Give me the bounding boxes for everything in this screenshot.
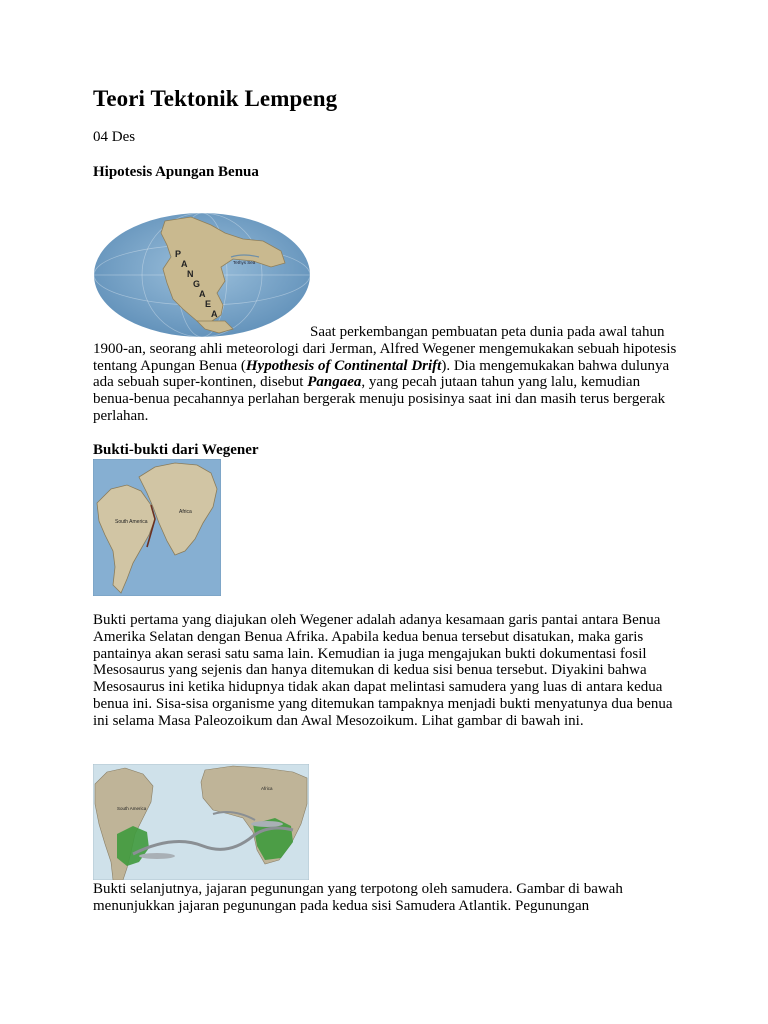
section-heading-hipotesis: Hipotesis Apungan Benua — [93, 164, 259, 180]
mesosaurus-africa-icon — [251, 821, 283, 827]
fossil-africa-label: Africa — [261, 786, 273, 791]
continent-fit-map-image — [93, 459, 221, 596]
pangaea-map-image — [93, 211, 311, 339]
map-letter: N — [187, 269, 194, 279]
south-america-label: South America — [115, 519, 148, 525]
map-letter: G — [193, 279, 201, 289]
map-letter: P — [175, 249, 182, 259]
mesosaurus-fossil-map-image — [93, 764, 309, 880]
tethys-label: Tethys Sea — [233, 260, 256, 265]
paragraph-bukti-selanjutnya: Bukti selanjutnya, jajaran pegunungan yang terpotong oleh samudera. Gambar di bawah menunjukkan jajaran pegunungan pada kedua sisi Samudera Atlantik. Pegunungan — [93, 881, 623, 914]
paragraph-hipotesis — [93, 324, 678, 425]
section-heading-bukti: Bukti-bukti dari Wegener — [93, 442, 259, 458]
para-text: Saat perkembangan pembuatan peta dunia pada awal tahun 1900-an, seorang ahli meteorologi dari Jerman, Alfred Wegener mengemukakan sebuah hipotesis tentang Apungan Benua ( — [93, 324, 677, 374]
page-title: Teori Tektonik Lempeng — [93, 86, 338, 111]
para-text: ). Dia mengemukakan bahwa dulunya ada sebuah super-kontinen, disebut — [93, 357, 670, 391]
post-date: 04 Des — [93, 129, 136, 145]
para-term: Hypothesis of Continental Drift — [245, 357, 442, 374]
paragraph-bukti-pertama: Bukti pertama yang diajukan oleh Wegener adalah adanya kesamaan garis pantai antara Benua Amerika Selatan dengan Benua Afrika. Apabila kedua benua tersebut disatukan, maka garis pantainya akan serasi satu sama lain. Kemudian ia juga mengajukan bukti dokumentasi fosil Mesosaurus yang sejenis dan hanya ditemukan di kedua sisi benua tersebut. Diyakini bahwa Mesosaurus ini ketika hidupnya tidak akan dapat melintasi samudera yang luas di antara kedua benua ini. Sisa-sisa organisme yang ditemukan tampaknya menjadi bukti menyatunya dua benua ini selama Masa Paleozoikum dan Awal Mesozoikum. Lihat gambar di bawah ini. — [93, 612, 673, 729]
mesosaurus-south-america-icon — [139, 853, 175, 859]
fossil-south-america-label: South America — [117, 806, 147, 811]
map-letter: E — [205, 299, 212, 309]
map-letter: A — [211, 309, 218, 319]
map-letter: A — [181, 259, 188, 269]
africa-label: Africa — [179, 509, 192, 515]
para-text: , yang pecah jutaan tahun yang lalu, kemudian benua-benua pecahannya perlahan bergerak menuju posisinya saat ini dan masih terus bergerak perlahan. — [93, 374, 666, 424]
map-letter: A — [199, 289, 206, 299]
para-term: Pangaea — [307, 374, 362, 391]
